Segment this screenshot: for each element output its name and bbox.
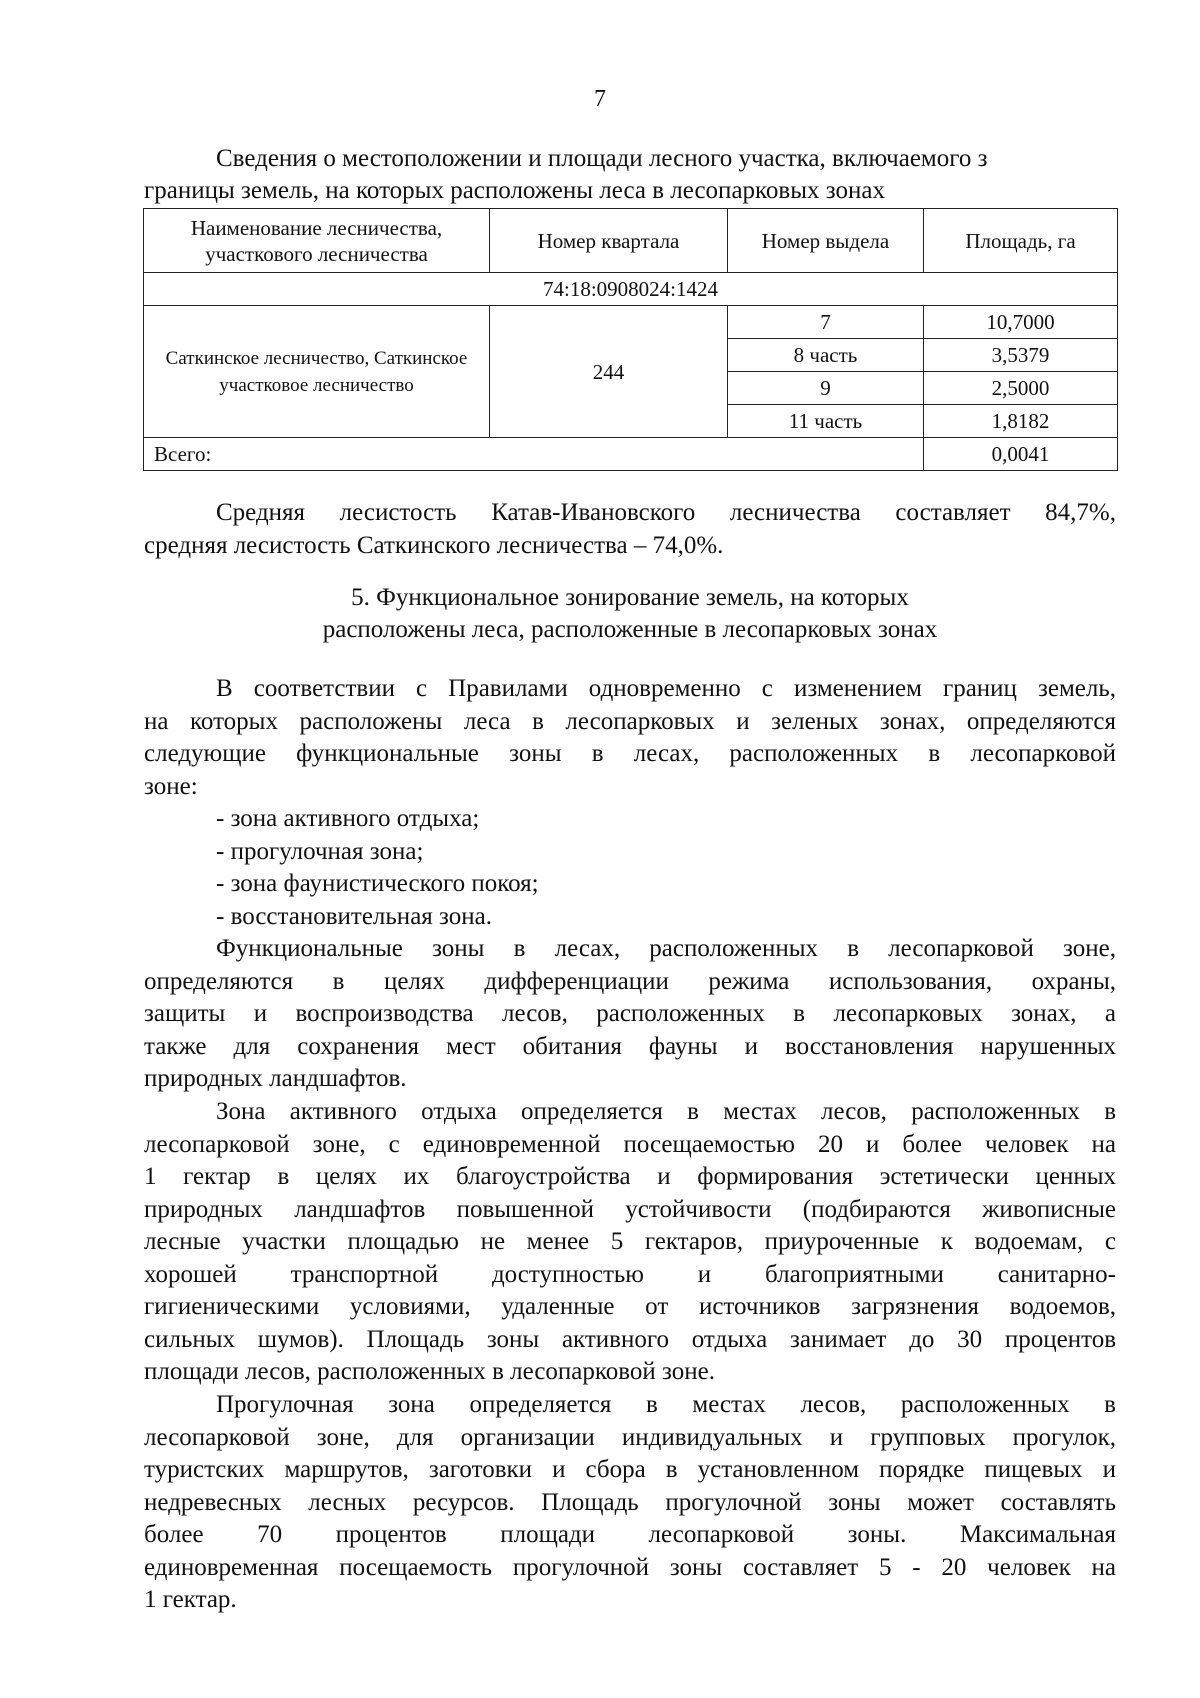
caption-line: границы земель, на которых расположены леса в лесопарковых зонах <box>144 177 885 204</box>
paragraph-line: лесопарковой зоне, с единовременной посещаемостью 20 и более человек на <box>144 1130 1116 1158</box>
forest-cover-paragraph <box>144 497 1116 562</box>
cadastral-row <box>144 273 1118 306</box>
paragraph-line: Зона активного отдыха определяется в местах лесов, расположенных в <box>216 1098 1116 1125</box>
paragraph-line: В соответствии с Правилами одновременно с изменением границ земель, <box>216 675 1116 702</box>
paragraph-line: следующие функциональные зоны в лесах, расположенных в лесопарковой <box>144 740 1116 767</box>
table-caption <box>144 143 1116 207</box>
paragraph-line: природных ландшафтов повышенной устойчивости (подбираются живописные <box>144 1195 1116 1223</box>
walking-zone-paragraph <box>144 1389 1116 1617</box>
caption-line: Сведения о местоположении и площади лесного участка, включаемого з <box>216 145 988 172</box>
total-label: Всего: <box>144 438 924 471</box>
paragraph-line: 1 гектар. <box>144 1586 237 1613</box>
table-row <box>144 306 1118 339</box>
paragraph-line: туристских маршрутов, заготовки и сбора в установленном порядке пищевых и <box>144 1456 1116 1483</box>
cadastral-number: 74:18:0908024:1424 <box>144 273 1118 306</box>
page-number: 7 <box>594 86 606 112</box>
paragraph-line: защиты и воспроизводства лесов, расположенных в лесопарковых зонах, а <box>144 1000 1116 1027</box>
paragraph-line: зоне: <box>144 772 198 800</box>
functional-purpose-paragraph <box>144 933 1116 1096</box>
forestry-name: Саткинское лесничество, Саткинское участковое лесничество <box>144 306 490 438</box>
total-row <box>144 438 1118 471</box>
section-number: 11 часть <box>728 405 924 438</box>
paragraph-line: лесные участки площадью не менее 5 гектаров, приуроченные к водоемам, с <box>144 1228 1116 1255</box>
zone-list-item: - зона фаунистического покоя; <box>216 870 539 897</box>
intro-paragraph <box>144 673 1116 933</box>
section-number: 8 часть <box>728 339 924 372</box>
zone-list-item: - восстановительная зона. <box>216 902 492 930</box>
paragraph-line: недревесных лесных ресурсов. Площадь прогулочной зоны может составлять <box>144 1488 1116 1516</box>
header-quarter: Номер квартала <box>490 209 728 273</box>
zone-list-item: - прогулочная зона; <box>216 837 424 865</box>
area-value: 1,8182 <box>924 405 1118 438</box>
paragraph-line: сильных шумов). Площадь зоны активного отдыха занимает до 30 процентов <box>144 1325 1116 1353</box>
paragraph-line: лесопарковой зоне, для организации индивидуальных и групповых прогулок, <box>144 1423 1116 1451</box>
zone-list-item: - зона активного отдыха; <box>216 805 480 832</box>
forest-parcel-table <box>143 208 1118 471</box>
paragraph-line: Функциональные зоны в лесах, расположенных в лесопарковой зоне, <box>216 935 1116 962</box>
section-heading <box>144 582 1116 646</box>
area-value: 3,5379 <box>924 339 1118 372</box>
paragraph-line: средняя лесистость Саткинского лесничества – 74,0%. <box>144 531 724 559</box>
header-area: Площадь, га <box>924 209 1118 273</box>
heading-line: расположены леса, расположенные в лесопарковых зонах <box>322 616 938 643</box>
table-header-row <box>144 209 1118 273</box>
active-rest-zone-paragraph <box>144 1096 1116 1389</box>
section-number: 9 <box>728 372 924 405</box>
paragraph-line: Прогулочная зона определяется в местах лесов, расположенных в <box>216 1391 1116 1418</box>
header-forestry: Наименование лесничества, участкового лесничества <box>144 209 490 273</box>
paragraph-line: хорошей транспортной доступностью и благоприятными санитарно- <box>144 1260 1116 1288</box>
header-section: Номер выдела <box>728 209 924 273</box>
section-number: 7 <box>728 306 924 339</box>
paragraph-line: площади лесов, расположенных в лесопарковой зоне. <box>144 1358 715 1385</box>
quarter-number: 244 <box>490 306 728 438</box>
paragraph-line: определяются в целях дифференциации режима использования, охраны, <box>144 967 1116 995</box>
paragraph-line: также для сохранения мест обитания фауны и восстановления нарушенных <box>144 1032 1116 1060</box>
paragraph-line: единовременная посещаемость прогулочной зоны составляет 5 - 20 человек на <box>144 1553 1116 1581</box>
paragraph-line: на которых расположены леса в лесопарковых и зеленых зонах, определяются <box>144 707 1116 735</box>
area-value: 10,7000 <box>924 306 1118 339</box>
total-value: 0,0041 <box>924 438 1118 471</box>
paragraph-line: более 70 процентов площади лесопарковой зоны. Максимальная <box>144 1521 1116 1548</box>
paragraph-line: Средняя лесистость Катав-Ивановского лесничества составляет 84,7%, <box>216 499 1116 526</box>
paragraph-line: 1 гектар в целях их благоустройства и формирования эстетически ценных <box>144 1163 1116 1190</box>
heading-line: 5. Функциональное зонирование земель, на которых <box>351 584 909 611</box>
paragraph-line: гигиеническими условиями, удаленные от источников загрязнения водоемов, <box>144 1293 1116 1320</box>
area-value: 2,5000 <box>924 372 1118 405</box>
paragraph-line: природных ландшафтов. <box>144 1065 407 1092</box>
